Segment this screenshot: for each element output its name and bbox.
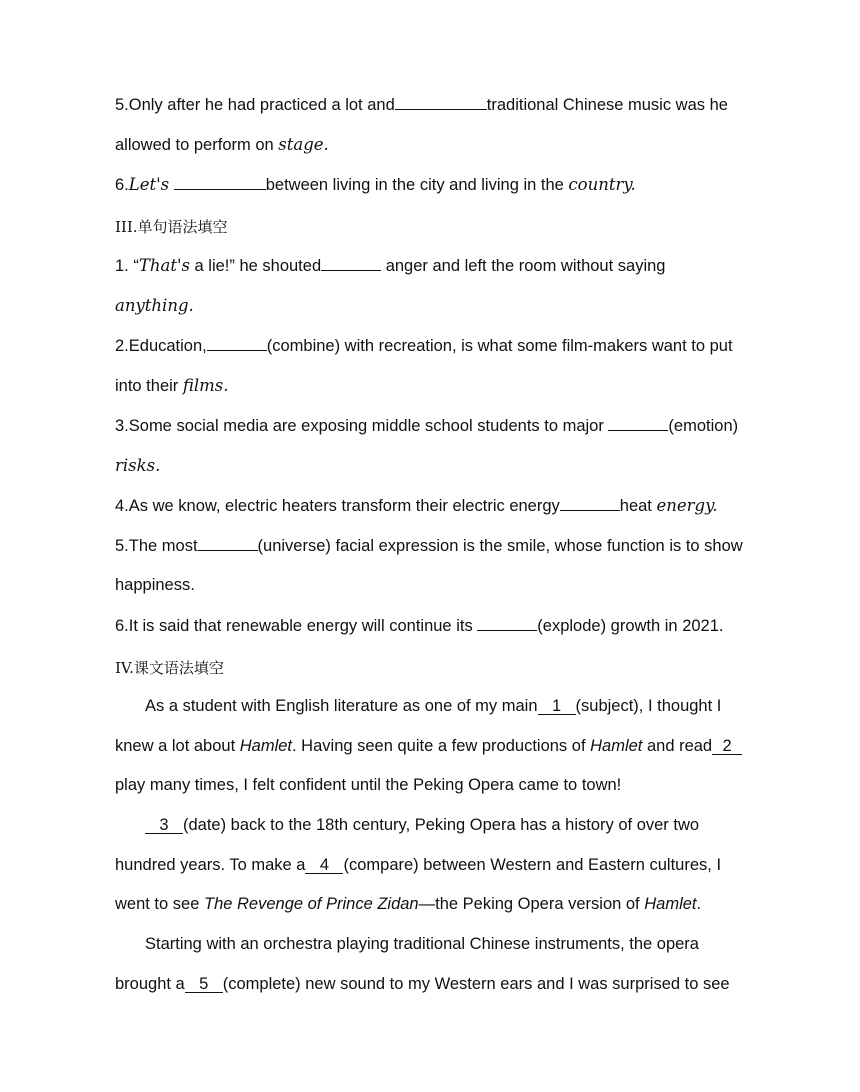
text: (emotion) [668,417,739,435]
text: play many times, I felt confident until the Peking Opera came to town! [115,776,622,794]
answer-blank [174,175,266,190]
passage-line-2 [115,737,742,756]
question-6-line [115,175,636,195]
section-number: III. [115,218,138,236]
text: brought a [115,975,185,993]
section-3-heading [115,216,228,237]
text-italic: Hamlet [644,895,697,913]
text-italic: Hamlet [590,737,643,755]
text: Starting with an orchestra playing traditional Chinese instruments, the opera [145,935,699,953]
text: 6.It is said that renewable energy will continue its [115,617,478,635]
answer-blank [207,336,267,351]
text: 3.Some social media are exposing middle school students to major [115,417,609,435]
text: hundred years. To make a [115,856,306,874]
blank-4: 4 [305,858,343,874]
text-italic: Hamlet [239,737,293,755]
passage-line-7 [145,935,699,954]
text: As a student with English literature as one of my main [145,697,538,715]
passage-line-4 [145,816,699,835]
text-italic: country. [568,175,636,194]
section-title: 单句语法填空 [137,218,228,236]
grammar-q5-line-2 [115,576,195,595]
section-4-heading [115,657,224,678]
text: . [696,895,702,913]
text-italic: films. [182,376,229,395]
text: —the Peking Opera version of [418,895,645,913]
text: went to see [115,895,204,913]
text: (universe) facial expression is the smile, whose function is to show [257,537,743,555]
grammar-q3-line [115,416,738,436]
text: a lie!” he shouted [189,257,322,275]
blank-3: 3 [145,818,183,834]
text-italic: anything. [115,296,194,315]
text-italic: stage. [278,135,329,154]
text-italic: Let's [128,175,170,194]
answer-blank [321,256,381,271]
answer-blank [395,95,487,110]
grammar-q3-line-2 [115,456,160,476]
text: anger and left the room without saying [381,257,666,275]
text: allowed to perform on [115,136,279,154]
passage-line-8 [115,975,730,994]
grammar-q5-line [115,536,743,556]
text: (combine) with recreation, is what some film-makers want to put [266,337,733,355]
text: 5.Only after he had practiced a lot and [115,96,395,114]
text: knew a lot about [115,737,240,755]
grammar-q2-line [115,336,733,356]
text: (complete) new sound to my Western ears and I was surprised to see [222,975,730,993]
grammar-q2-line-2 [115,376,229,396]
text: between living in the city and living in the [265,176,569,194]
grammar-q1-line [115,256,665,276]
passage-line-5 [115,856,721,875]
text: happiness. [115,576,195,594]
text: 5.The most [115,537,198,555]
passage-line-3 [115,776,621,795]
answer-blank [560,496,620,511]
text-italic: energy. [656,496,718,515]
passage-line-6 [115,895,701,914]
text: (explode) growth in 2021. [537,617,724,635]
text: and read [642,737,713,755]
blank-1: 1 [538,699,576,715]
text: (subject), I thought I [575,697,722,715]
text: traditional Chinese music was he [486,96,728,114]
text: (compare) between Western and Eastern cultures, I [343,856,722,874]
grammar-q4-line [115,496,717,516]
answer-blank [608,416,668,431]
text-italic: The Revenge of Prince Zidan [203,895,419,913]
text: 1. “ [115,257,139,275]
answer-blank [477,616,537,631]
text: into their [115,377,183,395]
blank-5: 5 [185,977,223,993]
question-5-line-2 [115,135,329,155]
blank-2: 2 [712,739,742,755]
answer-blank [198,536,258,551]
section-title: 课文语法填空 [133,659,224,677]
grammar-q1-line-2 [115,296,194,316]
text: (date) back to the 18th century, Peking Opera has a history of over two [183,816,700,834]
section-number: IV. [115,659,134,677]
text: 6. [115,176,129,194]
passage-line-1 [145,697,721,716]
grammar-q6-line [115,616,723,636]
text-italic: risks. [115,456,161,475]
text: 2.Education, [115,337,207,355]
text: 4.As we know, electric heaters transform their electric energy [115,497,560,515]
question-5-line [115,95,728,115]
text: heat [619,497,657,515]
text: . Having seen quite a few productions of [292,737,591,755]
text-italic: That's [138,256,190,275]
